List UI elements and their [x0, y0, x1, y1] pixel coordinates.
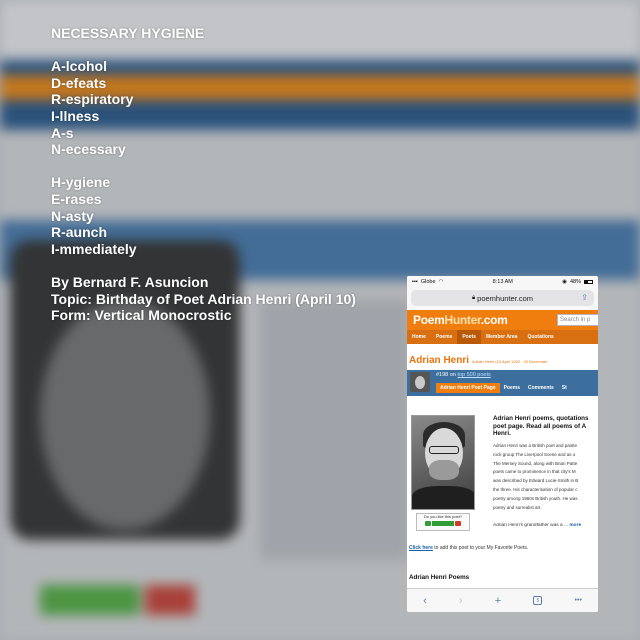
poems-section-title: Adrian Henri Poems: [409, 574, 470, 581]
nav-member-area[interactable]: Member Area: [485, 334, 518, 340]
like-meter: [432, 521, 454, 526]
poem-line: A-s: [51, 124, 74, 141]
status-time: 8:13 AM: [492, 278, 513, 285]
battery-icon: [584, 280, 593, 284]
click-here-link[interactable]: Click here: [409, 545, 433, 551]
poet-portrait: [411, 415, 475, 510]
site-logo[interactable]: PoemHunter.com: [413, 313, 508, 327]
browser-toolbar: [407, 588, 598, 612]
url-text: poemhunter.com: [477, 293, 534, 303]
poem-line: R-espiratory: [51, 91, 134, 108]
poet-dates: Adrian Henri (10 April 1932 - 20 December: [472, 359, 548, 364]
phone-screenshot: [407, 276, 598, 612]
forward-icon[interactable]: ›: [458, 594, 463, 607]
tab-poems[interactable]: Poems: [503, 385, 520, 391]
favorite-line: Click here to add this poet to your My Favorite Poets.: [409, 545, 529, 551]
poem-line: E-rases: [51, 190, 102, 207]
poem-text: [51, 25, 356, 324]
like-label: Do you like this poet?: [423, 514, 463, 519]
tabs-icon[interactable]: 5: [533, 596, 542, 605]
nav-home[interactable]: Home: [412, 334, 426, 340]
lock-icon: 🔒︎: [471, 294, 476, 301]
poet-tabs: [436, 383, 571, 393]
poem-line: N-ecessary: [51, 141, 126, 158]
thumbs-up-icon[interactable]: [425, 521, 431, 526]
poem-line: I-mmediately: [51, 240, 137, 257]
nav-poems[interactable]: Poems: [435, 334, 453, 340]
like-poet-box: [416, 513, 470, 531]
share-icon[interactable]: ⇪: [581, 293, 588, 302]
poem-line: I-llness: [51, 107, 100, 124]
poet-rank-bar: [407, 370, 598, 396]
tab-stats[interactable]: St: [561, 385, 567, 391]
poem-line: A-lcohol: [51, 58, 107, 75]
status-bar: [407, 276, 598, 287]
tab-comments[interactable]: Comments: [527, 385, 554, 391]
poem-topic: Topic: Birthday of Poet Adrian Henri (April 10): [51, 290, 356, 307]
poem-title: NECESSARY HYGIENE: [51, 25, 205, 41]
poem-line: H-ygiene: [51, 174, 111, 191]
site-nav: [407, 330, 598, 344]
poet-name: Adrian Henri: [409, 355, 470, 366]
top-poets-link[interactable]: top 500 poets: [457, 372, 491, 378]
carrier-name: Globe: [420, 278, 436, 285]
more-link[interactable]: more: [569, 523, 582, 528]
new-tab-icon[interactable]: +: [494, 594, 502, 607]
poet-rank: #198 on top 500 poets: [436, 372, 491, 378]
poet-description: Adrian Henri was a British poet and painte rock group The Liverpool Scene and as o The Mersey Sound, along with Brian Patte poets came to prominence in that city's M was described by Edward Lucie-Smith in B the three. His characterisation of popular c poetry among 1960s British youth. He was poetry and surrealist art.: [493, 443, 579, 510]
poem-form: Form: Vertical Monocrostic: [51, 307, 232, 324]
alarm-icon: ◉: [562, 278, 567, 285]
tab-poet-page[interactable]: Adrian Henri Poet Page: [436, 383, 500, 393]
more-icon[interactable]: •••: [574, 597, 582, 604]
thumbs-down-icon[interactable]: [455, 521, 461, 526]
nav-poets[interactable]: Poets: [457, 330, 481, 344]
site-search-input[interactable]: Search in p: [557, 314, 598, 326]
nav-quotations[interactable]: Quotations: [527, 334, 554, 340]
poet-thumbnail: [410, 372, 430, 392]
poem-line: N-asty: [51, 207, 94, 224]
poet-description-more: Adrian Henri's grandfather was a ... more: [493, 523, 582, 528]
poem-line: R-aunch: [51, 224, 107, 241]
wifi-icon: ◠: [438, 278, 444, 285]
poem-line: D-efeats: [51, 74, 107, 91]
signal-icon: ▪▪▪: [412, 278, 418, 285]
battery-percent: 48%: [569, 278, 581, 285]
poet-description-title: Adrian Henri poems, quotations poet page. Read all poems of A Henri.: [493, 415, 589, 438]
site-header: [407, 310, 598, 330]
address-bar[interactable]: [411, 290, 594, 306]
poem-byline: By Bernard F. Asuncion: [51, 273, 209, 290]
back-icon[interactable]: ‹: [423, 594, 427, 607]
